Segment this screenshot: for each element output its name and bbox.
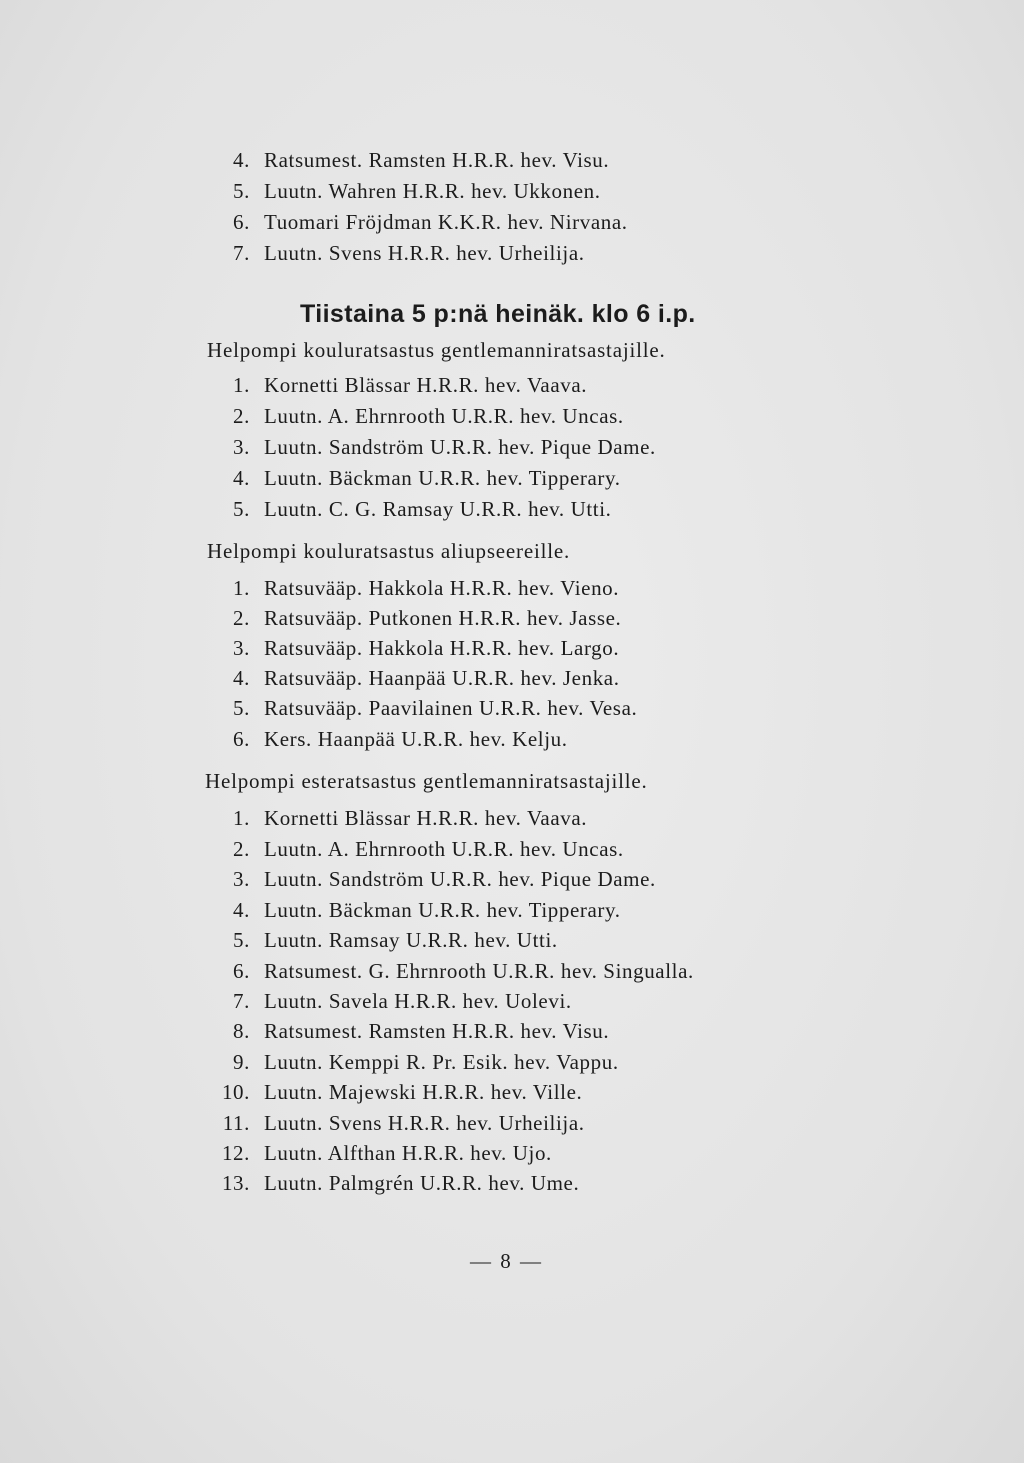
entry-text: Ratsumest. G. Ehrnrooth U.R.R. hev. Singualla. (264, 959, 694, 983)
page-number: — 8 — (470, 1249, 543, 1273)
entry-number: 2. (233, 404, 250, 428)
list-item (214, 1079, 582, 1105)
entry-text: Ratsumest. Ramsten H.R.R. hev. Visu. (264, 1019, 610, 1043)
entry-number: 5. (233, 928, 250, 952)
list-item (214, 726, 568, 752)
list-item (214, 927, 558, 953)
entry-number: 5. (233, 179, 250, 203)
entry-text: Luutn. Savela H.R.R. hev. Uolevi. (264, 989, 572, 1013)
entry-number: 8. (233, 1019, 250, 1043)
entry-text: Kers. Haanpää U.R.R. hev. Kelju. (264, 727, 568, 751)
entry-text: Ratsuvääp. Paavilainen U.R.R. hev. Vesa. (264, 696, 638, 720)
list-item (214, 805, 587, 831)
entry-text: Luutn. Sandström U.R.R. hev. Pique Dame. (264, 435, 656, 459)
list-item (214, 958, 694, 984)
entry-text: Luutn. Bäckman U.R.R. hev. Tipperary. (264, 466, 621, 490)
entry-number: 3. (233, 867, 250, 891)
entry-text: Luutn. Alfthan H.R.R. hev. Ujo. (264, 1141, 552, 1165)
entry-number: 10. (221, 1080, 250, 1104)
entry-number: 4. (233, 898, 250, 922)
entry-text: Ratsumest. Ramsten H.R.R. hev. Visu. (264, 148, 610, 172)
entry-number: 6. (233, 210, 250, 234)
list-item (214, 635, 619, 661)
entry-text: Luutn. Wahren H.R.R. hev. Ukkonen. (264, 179, 601, 203)
entry-number: 13. (221, 1171, 250, 1195)
entry-number: 4. (233, 466, 250, 490)
entry-number: 1. (233, 373, 250, 397)
entry-text: Luutn. Svens H.R.R. hev. Urheilija. (264, 241, 585, 265)
section-title: Helpompi kouluratsastus gentlemanniratsastajille. (207, 338, 666, 362)
entry-number: 5. (233, 696, 250, 720)
entry-number: 1. (233, 576, 250, 600)
list-item (214, 1049, 619, 1075)
list-item (214, 147, 609, 173)
entry-text: Luutn. Kemppi R. Pr. Esik. hev. Vappu. (264, 1050, 619, 1074)
entry-number: 2. (233, 837, 250, 861)
list-item (214, 209, 628, 235)
list-item (214, 465, 621, 491)
list-item (214, 836, 624, 862)
entry-number: 2. (233, 606, 250, 630)
entry-text: Luutn. Palmgrén U.R.R. hev. Ume. (264, 1171, 580, 1195)
list-item (214, 605, 621, 631)
entry-number: 7. (233, 989, 250, 1013)
entry-text: Kornetti Blässar H.R.R. hev. Vaava. (264, 373, 588, 397)
list-item (214, 1018, 609, 1044)
entry-text: Luutn. Bäckman U.R.R. hev. Tipperary. (264, 898, 621, 922)
entry-number: 6. (233, 959, 250, 983)
entry-text: Luutn. Sandström U.R.R. hev. Pique Dame. (264, 867, 656, 891)
section-title: Helpompi esteratsastus gentlemanniratsastajille. (205, 769, 648, 793)
list-item (214, 434, 656, 460)
entry-number: 4. (233, 148, 250, 172)
entry-text: Ratsuvääp. Hakkola H.R.R. hev. Vieno. (264, 576, 620, 600)
entry-text: Kornetti Blässar H.R.R. hev. Vaava. (264, 806, 588, 830)
entry-text: Luutn. Svens H.R.R. hev. Urheilija. (264, 1111, 585, 1135)
entry-text: Luutn. C. G. Ramsay U.R.R. hev. Utti. (264, 497, 612, 521)
list-item (214, 665, 620, 691)
list-item (214, 1110, 585, 1136)
entry-number: 9. (233, 1050, 250, 1074)
entry-text: Luutn. A. Ehrnrooth U.R.R. hev. Uncas. (264, 837, 624, 861)
list-item (214, 403, 624, 429)
entry-number: 6. (233, 727, 250, 751)
entry-number: 4. (233, 666, 250, 690)
list-item (214, 178, 601, 204)
list-item (214, 988, 572, 1014)
entry-number: 5. (233, 497, 250, 521)
entry-text: Ratsuvääp. Hakkola H.R.R. hev. Largo. (264, 636, 620, 660)
entry-number: 11. (222, 1111, 250, 1135)
list-item (214, 1140, 552, 1166)
list-item (214, 695, 637, 721)
list-item (214, 240, 585, 266)
entry-text: Luutn. Majewski H.R.R. hev. Ville. (264, 1080, 583, 1104)
list-item (214, 575, 619, 601)
list-item (214, 496, 612, 522)
entry-number: 3. (233, 636, 250, 660)
entry-number: 1. (233, 806, 250, 830)
entry-text: Tuomari Fröjdman K.K.R. hev. Nirvana. (264, 210, 628, 234)
entry-text: Luutn. A. Ehrnrooth U.R.R. hev. Uncas. (264, 404, 624, 428)
day-heading: Tiistaina 5 p:nä heinäk. klo 6 i.p. (300, 300, 696, 328)
entry-text: Ratsuvääp. Haanpää U.R.R. hev. Jenka. (264, 666, 620, 690)
list-item (214, 866, 656, 892)
entry-number: 12. (221, 1141, 250, 1165)
entry-number: 7. (233, 241, 250, 265)
entry-text: Luutn. Ramsay U.R.R. hev. Utti. (264, 928, 558, 952)
entry-number: 3. (233, 435, 250, 459)
list-item (214, 1170, 579, 1196)
list-item (214, 372, 587, 398)
entry-text: Ratsuvääp. Putkonen H.R.R. hev. Jasse. (264, 606, 622, 630)
list-item (214, 897, 621, 923)
section-title: Helpompi kouluratsastus aliupseereille. (207, 539, 571, 563)
